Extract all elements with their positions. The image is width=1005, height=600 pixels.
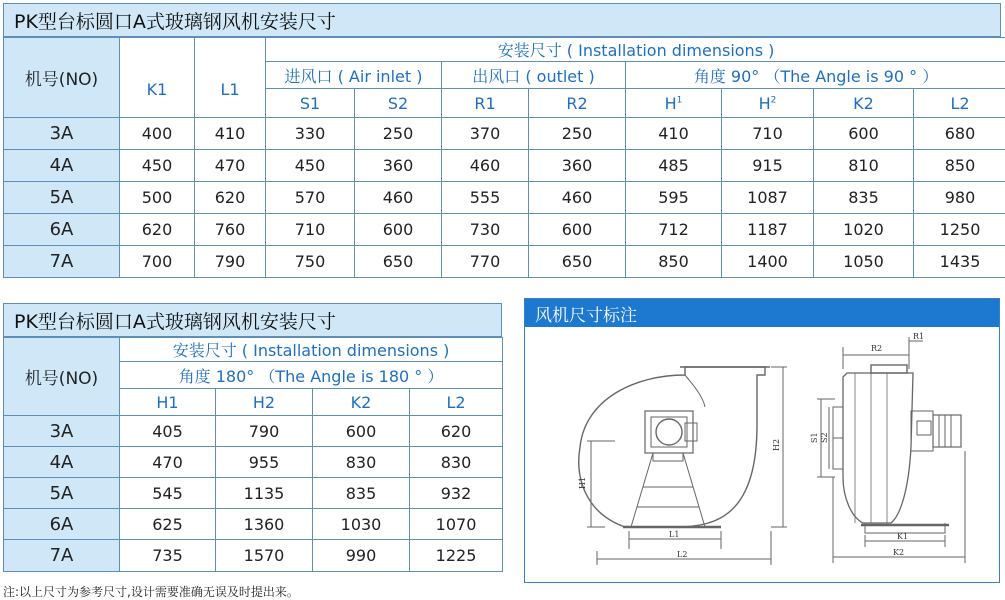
k2-header: K2 (313, 389, 410, 416)
table-row: 3A 405 790 600 620 (4, 416, 503, 447)
h1-header: $H^1$ (626, 89, 722, 118)
table-row: 6A 625 1360 1030 1070 (4, 509, 503, 540)
outlet-header: 出风口 ( outlet ) (442, 62, 626, 89)
k2-label: K2 (893, 548, 905, 557)
install-dimensions-header: 安装尺寸 ( Installation dimensions ) (120, 338, 503, 362)
table-row: 4A 450 470 450 360 460 360 485 915 810 850 (4, 150, 1005, 182)
s2-header: S2 (355, 89, 442, 118)
angle-90-header: 角度 90° （The Angle is 90 ° ） (626, 62, 1005, 89)
table-row: 6A 620 760 710 600 730 600 712 1187 1020 1250 (4, 214, 1005, 246)
l2-header: L2 (410, 389, 503, 416)
angle-180-header: 角度 180° （The Angle is 180 ° ） (120, 362, 503, 389)
l1-label: L1 (669, 530, 680, 539)
table1-title: PK型台标圆口A式玻璃钢风机安装尺寸 (3, 3, 1001, 37)
table1-installation-90 (3, 37, 1005, 278)
table-row: 3A 400 410 330 250 370 250 410 710 600 680 (4, 118, 1005, 150)
h1-label: H1 (578, 476, 587, 489)
table-row: 4A 470 955 830 830 (4, 447, 503, 478)
r1-label: R1 (913, 332, 925, 341)
h1-header: H1 (120, 389, 216, 416)
table-row: 7A 735 1570 990 1225 (4, 540, 503, 572)
k1-label: K1 (897, 532, 909, 541)
r2-header: R2 (529, 89, 626, 118)
k1-header: K1 (120, 62, 195, 118)
table-row: 7A 700 790 750 650 770 650 850 1400 1050 1435 (4, 246, 1005, 278)
fan-drawing (525, 327, 999, 582)
install-dimensions-header: 安装尺寸 ( Installation dimensions ) (266, 38, 1005, 62)
l2-label: L2 (677, 550, 688, 559)
s1-label: S1 (810, 432, 819, 443)
h2-header: $H^2$ (722, 89, 814, 118)
h2-header: H2 (216, 389, 313, 416)
r2-label: R2 (871, 344, 883, 353)
front-view (578, 367, 787, 565)
table-row: 5A 545 1135 835 932 (4, 478, 503, 509)
l1-header: L1 (195, 62, 266, 118)
table-row: 5A 500 620 570 460 555 460 595 1087 835 980 (4, 182, 1005, 214)
l2-header: L2 (914, 89, 1005, 118)
header-spacer (120, 38, 195, 62)
fan-dimension-panel (524, 298, 1000, 583)
footnote: 注:以上尺寸为参考尺寸,设计需要准确无误及时提出来。 (3, 585, 299, 599)
table2-installation-180 (3, 337, 503, 572)
header-spacer (195, 38, 266, 62)
table2-title: PK型台标圆口A式玻璃钢风机安装尺寸 (3, 303, 502, 337)
r1-header: R1 (442, 89, 529, 118)
s1-header: S1 (266, 89, 355, 118)
air-inlet-header: 进风口 ( Air inlet ) (266, 62, 442, 89)
h2-label: H2 (772, 438, 781, 451)
no-header: 机号(NO) (4, 338, 120, 416)
diagram-title: 风机尺寸标注 (525, 299, 999, 327)
side-view (810, 332, 965, 563)
no-header: 机号(NO) (4, 38, 120, 118)
k2-header: K2 (814, 89, 914, 118)
s2-label: S2 (820, 432, 829, 443)
